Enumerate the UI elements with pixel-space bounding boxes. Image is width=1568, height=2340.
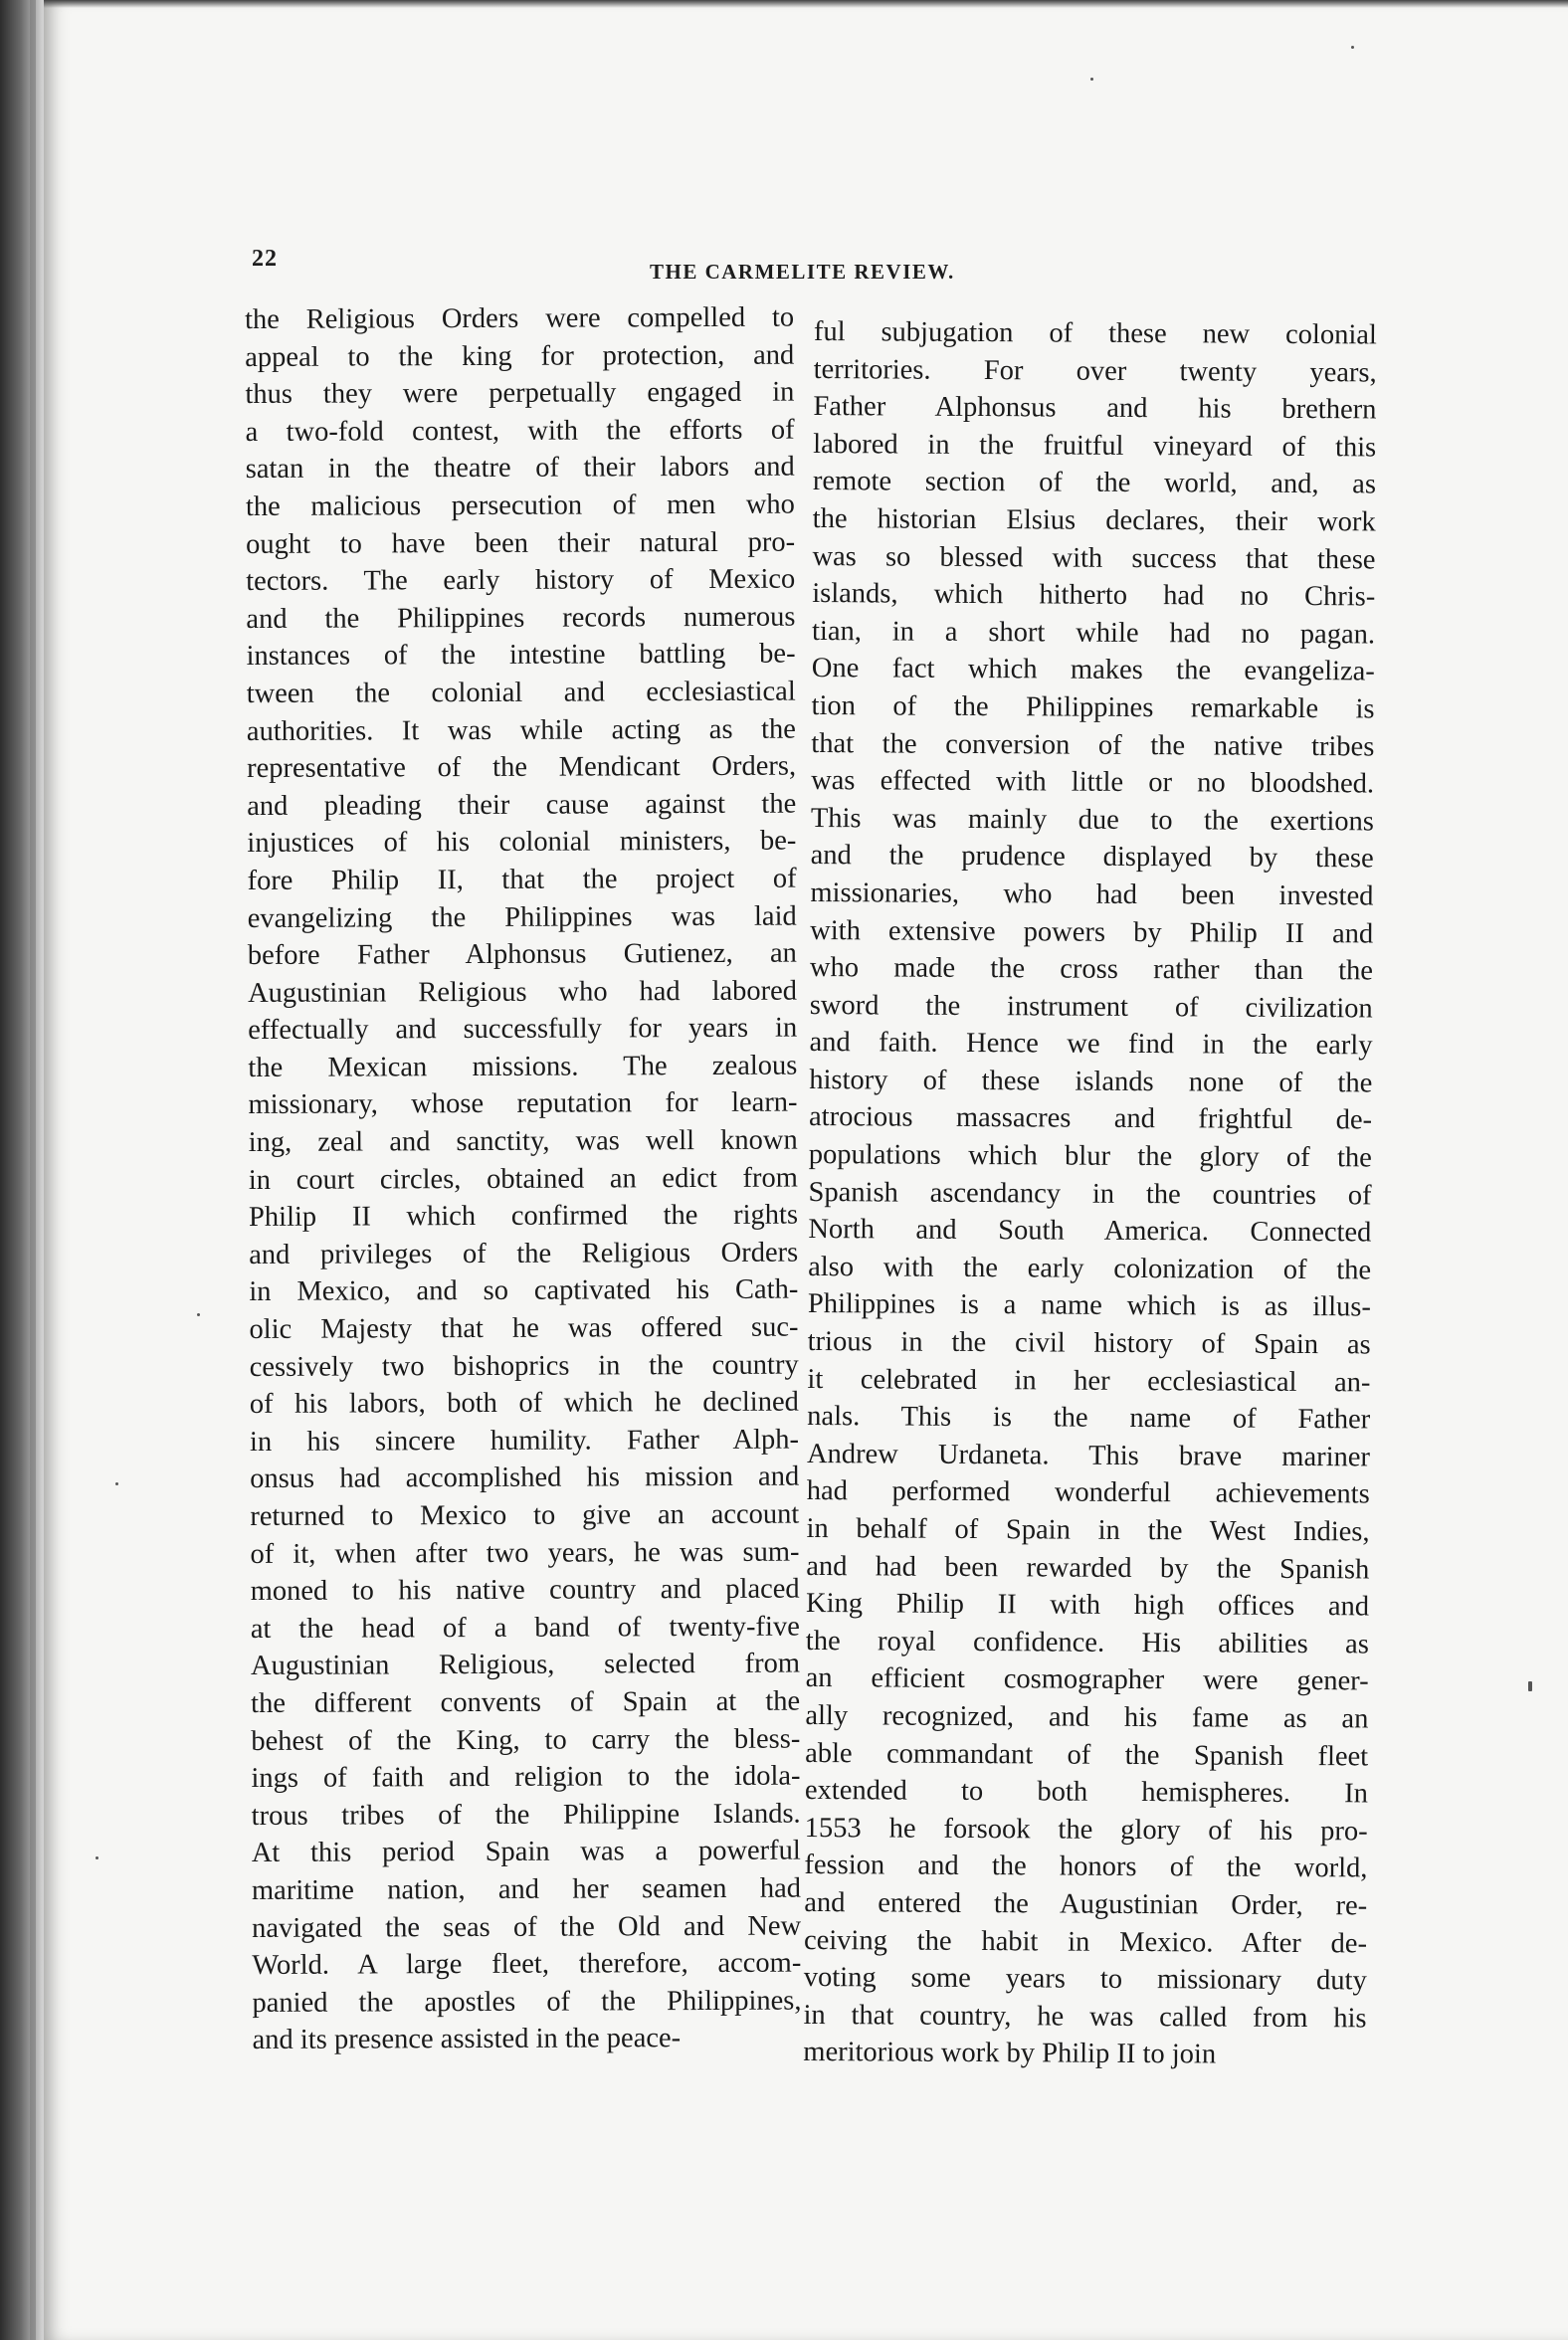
page-top-shadow: [44, 0, 1568, 8]
text-line: tion of the Philippines remarkable is: [811, 689, 1375, 725]
text-line: at the head of a band of twenty-five: [250, 1611, 800, 1645]
text-line: fore Philip II, that the project of: [247, 863, 797, 896]
text-line: in that country, he was called from his: [803, 1999, 1367, 2035]
text-line: in court circles, obtained an edict from: [248, 1162, 798, 1196]
text-line: tectors. The early history of Mexico: [246, 563, 796, 598]
text-line: 1553 he forsook the glory of his pro-: [804, 1812, 1368, 1848]
text-line: and the prudence displayed by these: [810, 840, 1374, 875]
text-line: tween the colonial and ecclesiastical: [246, 676, 796, 709]
text-line: who made the cross rather than the: [809, 952, 1374, 987]
text-line: able commandant of the Spanish fleet: [805, 1737, 1369, 1772]
text-line: Spanish ascendancy in the countries of: [808, 1176, 1372, 1212]
text-line: was effected with little or no bloodshed.: [811, 765, 1375, 800]
text-line: ally recognized, and his fame as an: [805, 1699, 1369, 1735]
text-line: North and South America. Connected: [808, 1214, 1372, 1249]
text-line: King Philip II with high offices and: [805, 1588, 1370, 1623]
text-line: and pleading their cause against the: [247, 788, 797, 822]
journal-title: THE CARMELITE REVIEW.: [650, 260, 955, 284]
text-line: and had been rewarded by the Spanish: [806, 1550, 1370, 1586]
text-line: effectually and successfully for years in: [248, 1012, 798, 1047]
text-line: World. A large fleet, therefore, accom-: [252, 1947, 802, 1982]
running-head: [252, 246, 1376, 286]
text-line: in behalf of Spain in the West Indies,: [806, 1512, 1370, 1548]
scan-speck: [1351, 46, 1354, 49]
text-line: was so blessed with success that these: [812, 540, 1376, 576]
text-line: territories. For over twenty years,: [813, 353, 1377, 389]
text-line: it celebrated in her ecclesiastical an-: [807, 1363, 1371, 1399]
text-line: and faith. Hence we find in the early: [809, 1027, 1373, 1062]
text-line: in his sincere humility. Father Alph-: [249, 1424, 800, 1458]
text-line: of it, when after two years, he was sum-: [250, 1536, 800, 1570]
scan-speck: [197, 1313, 200, 1316]
text-line: with extensive powers by Philip II and: [810, 914, 1374, 949]
text-line: This was mainly due to the exertions: [810, 802, 1374, 838]
text-line: injustices of his colonial ministers, be-: [247, 825, 797, 860]
scan-speck: [1090, 78, 1093, 81]
text-line: labored in the fruitful vineyard of this: [813, 428, 1377, 464]
text-line: Augustinian Religious, selected from: [250, 1648, 801, 1682]
right-text-column: [803, 313, 1377, 2074]
text-line: ings of faith and religion to the idola-: [251, 1760, 801, 1795]
text-line: voting some years to missionary duty: [803, 1962, 1367, 1997]
text-line: missionaries, who had been invested: [810, 877, 1374, 912]
text-line: and privileges of the Religious Orders: [249, 1237, 799, 1270]
text-line: atrocious massacres and frightful de-: [808, 1101, 1373, 1136]
text-line: the malicious persecution of men who: [245, 488, 795, 522]
text-line: remote section of the world, and, as: [812, 466, 1377, 500]
text-line: the royal confidence. His abilities as: [805, 1625, 1369, 1660]
text-line: moned to his native country and placed: [250, 1573, 800, 1608]
text-line: instances of the intestine battling be-: [246, 638, 796, 673]
text-line: history of these islands none of the: [809, 1064, 1373, 1099]
text-line: and entered the Augustinian Order, re-: [804, 1886, 1368, 1922]
text-line: a two-fold contest, with the efforts of: [245, 414, 795, 448]
text-line: Philip II which confirmed the rights: [248, 1199, 799, 1234]
scan-speck: [96, 1856, 98, 1859]
text-line: missionary, whose reputation for learn-: [248, 1087, 798, 1121]
text-line: had performed wonderful achievements: [806, 1475, 1370, 1510]
text-line: authorities. It was while acting as the: [246, 713, 796, 747]
text-line: an efficient cosmographer were gener-: [805, 1662, 1369, 1697]
text-line: islands, which hitherto had no Chris-: [812, 578, 1376, 613]
text-line: returned to Mexico to give an account: [250, 1498, 800, 1532]
text-line: representative of the Mendicant Orders,: [246, 750, 797, 785]
text-line: behest of the King, to carry the bless-: [251, 1723, 801, 1757]
text-line: and the Philippines records numerous: [246, 601, 796, 635]
text-line: the different convents of Spain at the: [251, 1685, 801, 1719]
text-line: cessively two bishoprics in the country: [249, 1349, 799, 1383]
text-line: maritime nation, and her seamen had: [251, 1872, 802, 1906]
text-line: ceiving the habit in Mexico. After de-: [803, 1924, 1368, 1959]
scan-speck: [1528, 1681, 1532, 1691]
text-line: ing, zeal and sanctity, was well known: [248, 1124, 798, 1159]
text-line: before Father Alphonsus Gutienez, an: [247, 937, 797, 972]
text-line: the Mexican missions. The zealous: [248, 1050, 798, 1083]
text-line: thus they were perpetually engaged in: [245, 376, 795, 411]
page-number: 22: [252, 246, 278, 272]
text-line: At this period Spain was a powerful: [251, 1835, 801, 1869]
text-line: evangelizing the Philippines was laid: [247, 900, 797, 934]
text-line: that the conversion of the native tribes: [811, 727, 1375, 762]
text-line: navigated the seas of the Old and New: [252, 1910, 802, 1944]
text-line: the Religious Orders were compelled to: [245, 301, 795, 335]
text-line: Philippines is a name which is as illus-: [807, 1288, 1372, 1323]
text-line: olic Majesty that he was offered suc-: [249, 1311, 799, 1346]
text-line: in Mexico, and so captivated his Cath-: [249, 1274, 799, 1308]
scan-speck: [115, 1482, 118, 1485]
text-line: panied the apostles of the Philippines,: [252, 1985, 802, 2019]
text-line: nals. This is the name of Father: [807, 1401, 1371, 1436]
text-line: of his labors, both of which he declined: [249, 1386, 799, 1421]
text-line: meritorious work by Philip II to join: [803, 2037, 1217, 2070]
text-line: onsus had accomplished his mission and: [250, 1461, 800, 1495]
text-line: One fact which makes the evangeliza-: [811, 653, 1375, 687]
text-line: trous tribes of the Philippine Islands.: [251, 1798, 801, 1832]
text-line: Augustinian Religious who had labored: [247, 975, 798, 1009]
text-line: Father Alphonsus and his brethern: [813, 391, 1377, 426]
text-line: ful subjugation of these new colonial: [813, 315, 1377, 351]
text-line: sword the instrument of civilization: [809, 989, 1373, 1025]
page-edge: [30, 0, 36, 2340]
text-line: and its presence assisted in the peace-: [252, 2023, 682, 2056]
text-line: populations which blur the glory of the: [808, 1139, 1372, 1174]
text-line: Andrew Urdaneta. This brave mariner: [806, 1438, 1371, 1473]
text-line: ought to have been their natural pro-: [245, 526, 796, 560]
text-line: satan in the theatre of their labors and: [245, 451, 795, 486]
text-line: extended to both hemispheres. In: [804, 1775, 1369, 1810]
text-line: appeal to the king for protection, and: [245, 339, 795, 373]
left-text-column: [245, 299, 802, 2059]
text-line: the historian Elsius declares, their work: [812, 502, 1376, 538]
text-line: fession and the honors of the world,: [804, 1850, 1368, 1884]
text-line: trious in the civil history of Spain as: [807, 1326, 1371, 1361]
text-line: also with the early colonization of the: [808, 1251, 1372, 1286]
text-line: tian, in a short while had no pagan.: [811, 615, 1376, 651]
